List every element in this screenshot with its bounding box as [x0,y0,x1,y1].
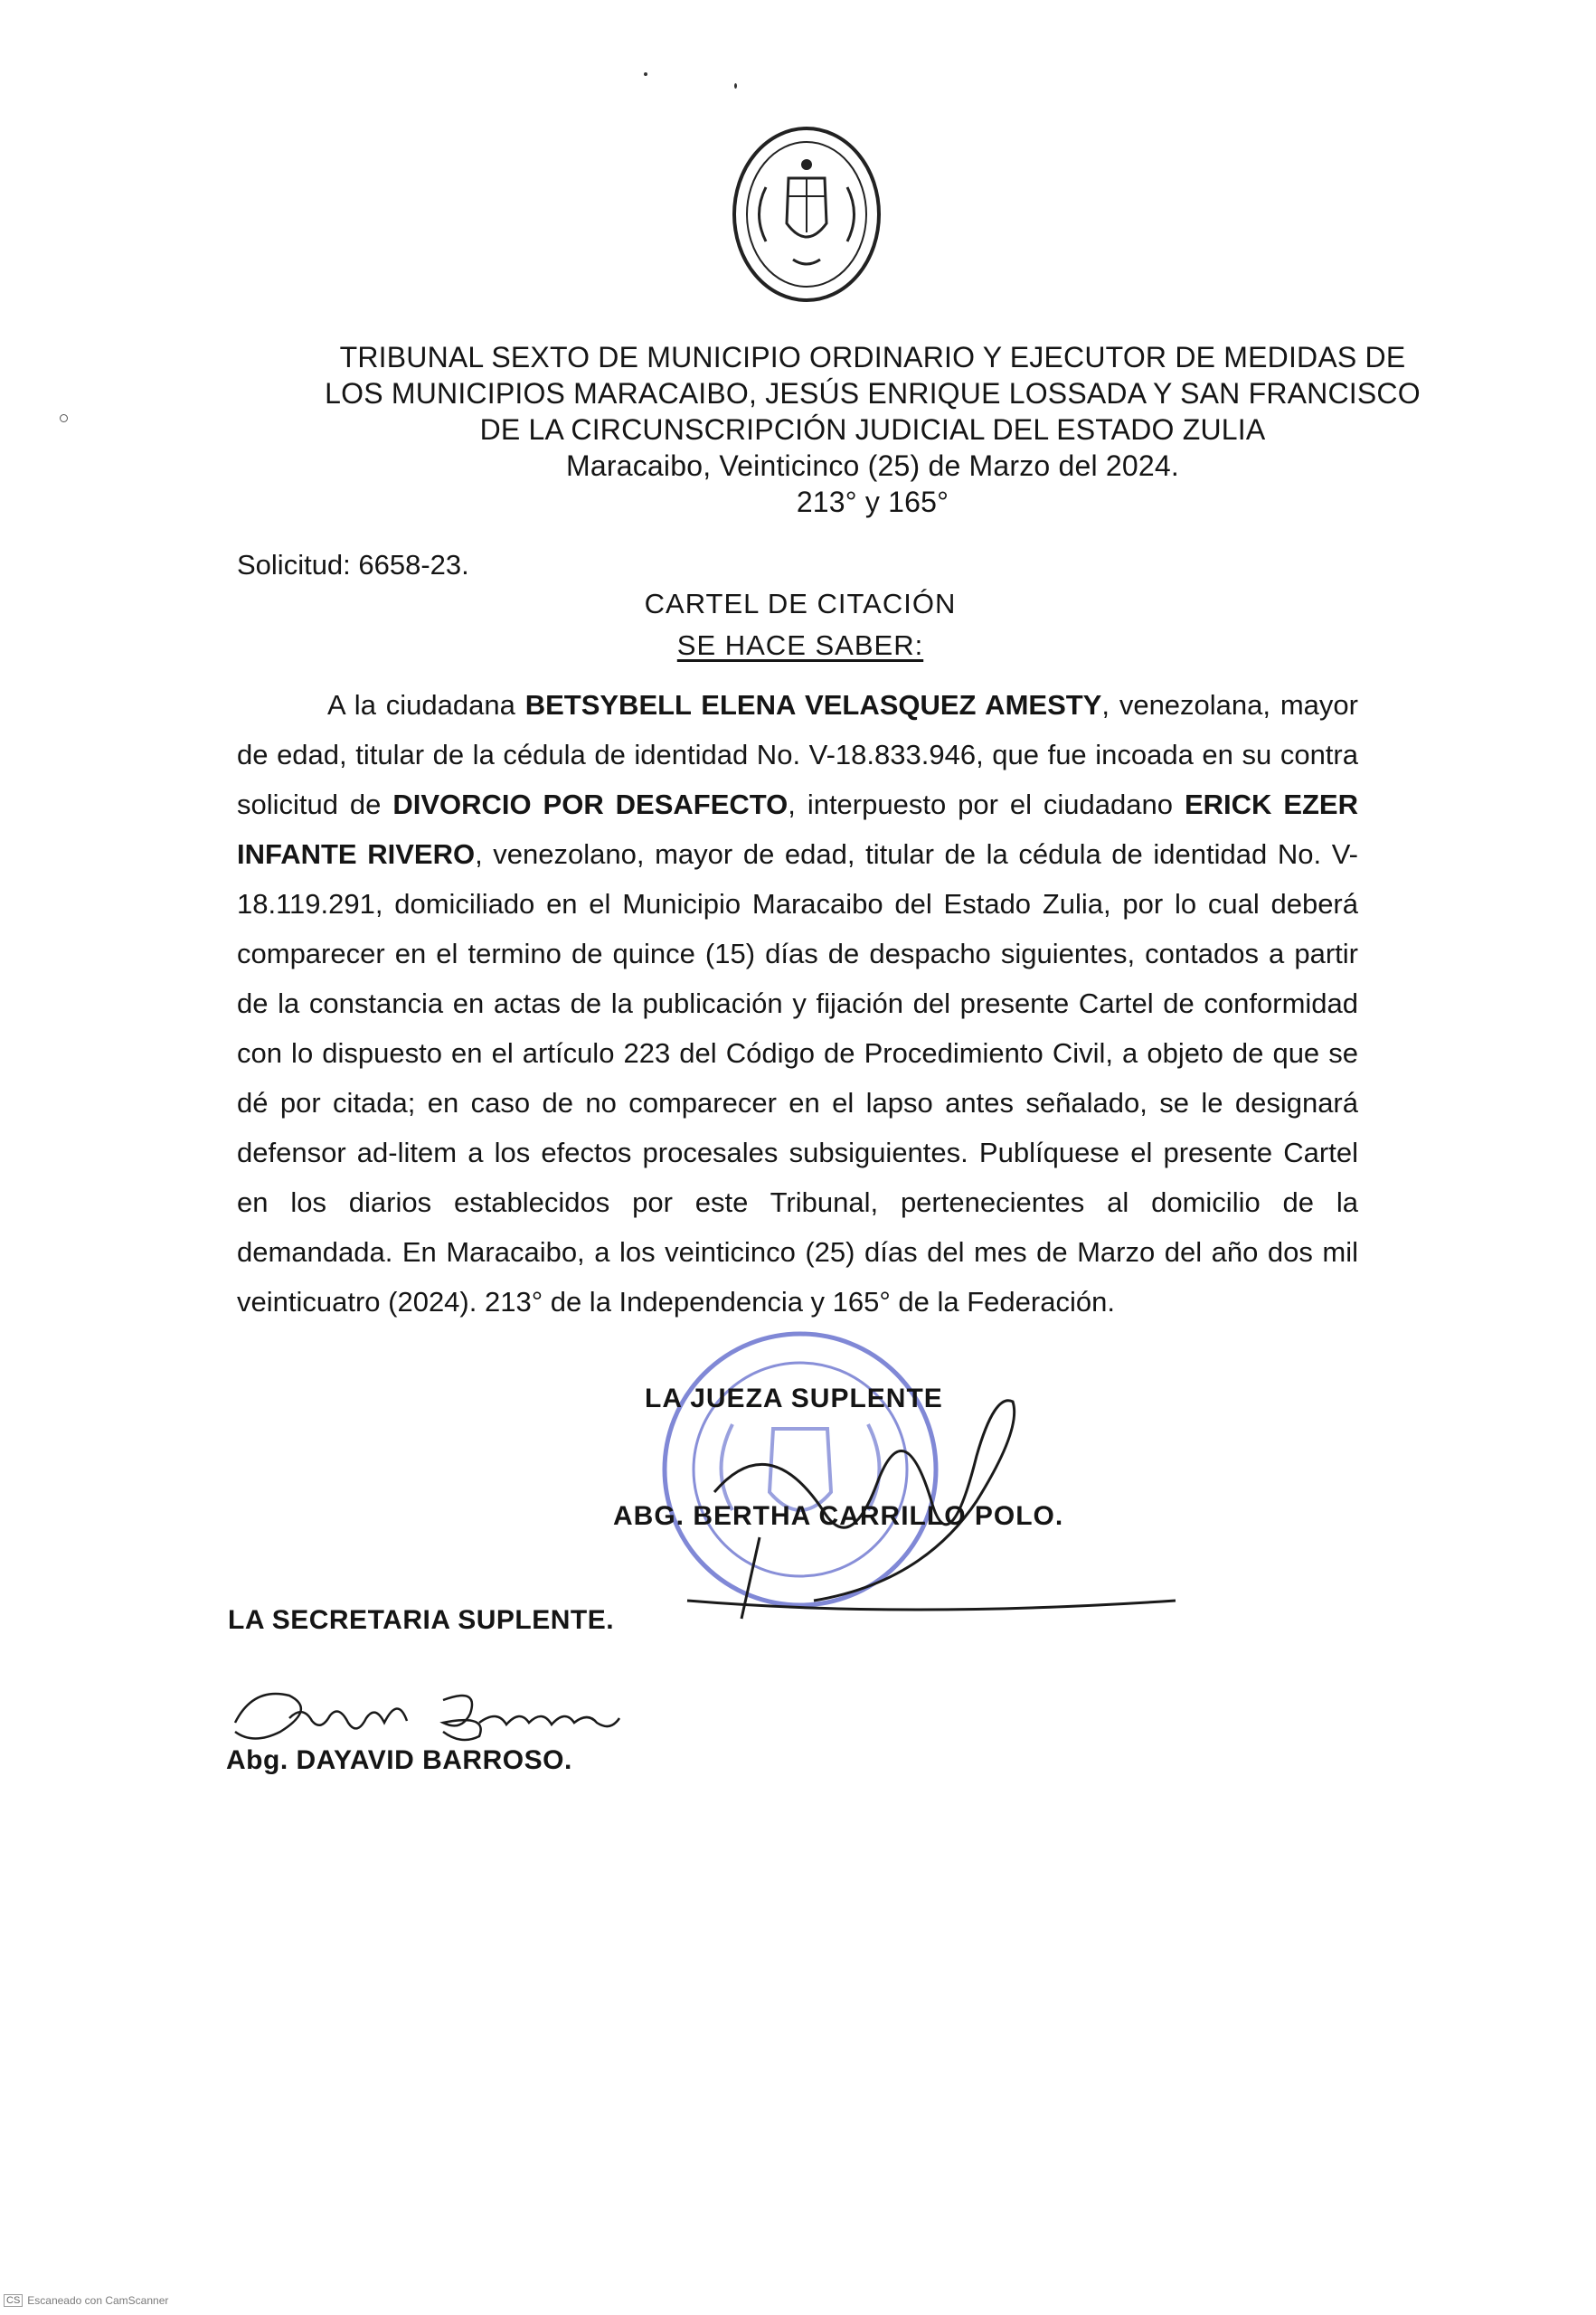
body-text-4: , venezolano, mayor de edad, titular de la cédula de identidad No. V-18.119.291, domiciliado en el Municipio Maracaibo del Estado Zulia, por lo cual deberá comparecer en el termino de quince (15) días de despacho siguientes, contados a partir de la constancia en actas de la publicación y fijación del presente Cartel de conformidad con lo dispuesto en el artículo 223 del Código de Procedimiento Civil, a objeto de que se dé por citada; en caso de no comparecer en el lapso antes señalado, se le designará defensor ad-litem a los efectos procesales subsiguientes. Publíquese el presente Cartel en los diarios establecidos por este Tribunal, pertenecientes al domicilio de la demandada. En Maracaibo, a los veinticinco (25) días del mes de Marzo del año dos mil veinticuatro (2024). 213° de la Independencia y 165° de la Federación. [237,838,1358,1318]
watermark-text: Escaneado con CamScanner [27,2294,169,2307]
document-subtitle: SE HACE SABER: [676,629,924,661]
judge-name: ABG. BERTHA CARRILLO POLO. [613,1501,1064,1531]
document-title-block [506,583,1094,666]
header-line: TRIBUNAL SEXTO DE MUNICIPIO ORDINARIO Y EJECUTOR DE MEDIDAS DE [339,341,1406,373]
case-type: DIVORCIO POR DESAFECTO [392,789,789,820]
court-header [217,339,1528,520]
respondent-name: BETSYBELL ELENA VELASQUEZ AMESTY [524,689,1102,721]
petitioner-name: ERICK EZER INFANTE RIVERO [237,789,1358,870]
seal-icon [725,124,888,305]
body-text-1: A la ciudadana [327,689,515,721]
document-title: CARTEL DE CITACIÓN [644,588,957,619]
body-text-3: , interpuesto por el ciudadano [788,789,1173,820]
body-paragraph [237,680,1358,1327]
solicitud-number: Solicitud: 6658-23. [237,549,469,581]
scanner-watermark [4,2294,168,2307]
secretary-name: Abg. DAYAVID BARROSO. [226,1745,572,1775]
header-date: Maracaibo, Veinticinco (25) de Marzo del 2024. [565,449,1179,482]
camscanner-icon: CS [4,2294,23,2307]
body-text-2: , venezolana, mayor de edad, titular de la cédula de identidad No. V-18.833.946, que fue incoada en su contra solicitud de [237,689,1358,820]
header-line: LOS MUNICIPIOS MARACAIBO, JESÚS ENRIQUE LOSSADA Y SAN FRANCISCO [325,377,1421,410]
judge-title: LA JUEZA SUPLENTE [645,1384,943,1413]
secretary-title: LA SECRETARIA SUPLENTE. [228,1605,615,1635]
secretary-signature-icon [217,1668,633,1754]
header-years: 213° y 165° [796,486,949,518]
header-line: DE LA CIRCUNSCRIPCIÓN JUDICIAL DEL ESTADO ZULIA [479,413,1266,446]
